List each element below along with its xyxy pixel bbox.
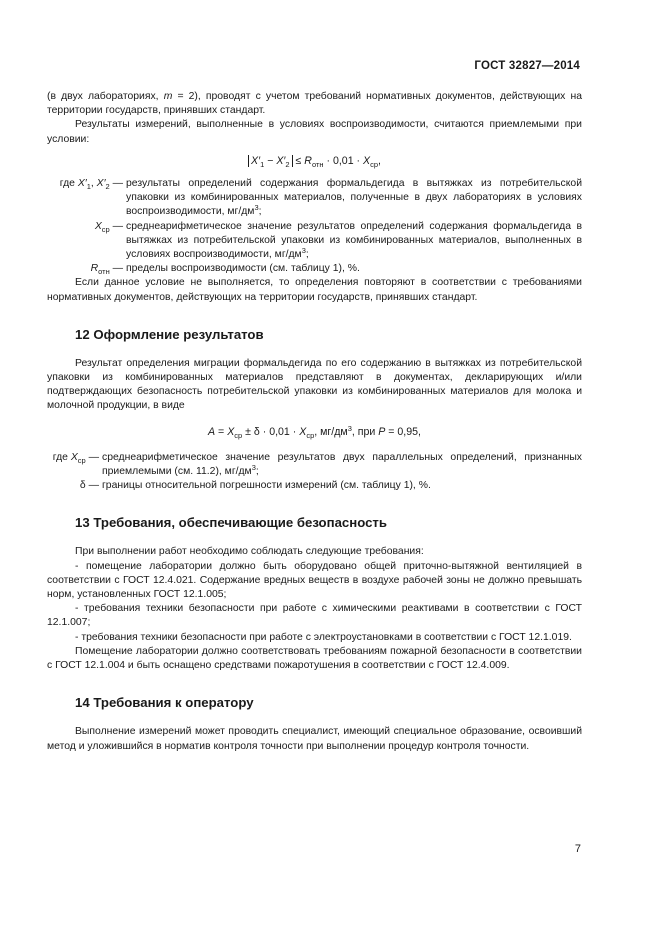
absolute-difference: $X'_1 - X'_2$ — [248, 155, 293, 167]
definition-delta: δ — границы относительной погрешности измерений (см. таблицу 1), %. — [79, 480, 431, 492]
section-12-paragraph: Результат определения миграции формальдегида по его содержанию в вытяжках из потребительской упаковки из комбинированных материалов представляют в документах, декларирующих и/или подтверждающих безопасность потребительской упаковки из комбинированных материалов для молока и молочной продукции, в виде — [47, 357, 582, 412]
section-13-intro: При выполнении работ необходимо соблюдать следующие требования: — [75, 546, 424, 558]
list-item: - помещение лаборатории должно быть оборудовано общей приточно-вытяжной вентиляцией в соответствии с ГОСТ 12.4.021. Содержание вредных веществ в воздухе рабочей зоны не должно превышать норм, установленных ГОСТ 12.1.005; — [47, 560, 582, 601]
definition-x-avg: $X_{ср}$ — среднеарифметическое значение результатов определений содержания формальдегида в вытяжках из потребительской упаковки из комбинированных материалов, выполненных в условиях воспроизводимости, $мг/дм^3$; — [94, 220, 582, 261]
section-13-closing: Помещение лаборатории должно соответствовать требованиям пожарной безопасности в соответствии с ГОСТ 12.1.004 и быть оснащено средствами пожаротушения в соответствии с ГОСТ 12.4.009. — [47, 645, 582, 672]
section-12-heading: 12 Оформление результатов — [75, 326, 264, 342]
reproducibility-formula: $X'_1 - X'_2 \le R_{отн} \cdot 0,01 \cdot X_{ср}$, — [47, 154, 582, 168]
list-item: - требования техники безопасности при работе с химическими реактивами в соответствии с ГОСТ 12.1.007; — [47, 603, 582, 629]
section-13-heading: 13 Требования, обеспечивающие безопасность — [75, 515, 387, 531]
reproducibility-closing: Если данное условие не выполняется, то определения повторяют в соответствии с требованиями нормативных документов, действующих на территории государств, принявших стандарт. — [47, 277, 582, 303]
reproducibility-intro: Результаты измерений, выполненные в условиях воспроизводимости, считаются приемлемыми при условии: — [47, 119, 582, 145]
definition-x-avg-results: где $X_{ср}$ — среднеарифметическое значение результатов двух параллельных определений, признанных приемлемыми (см. 11.2), $мг/дм^3$; — [52, 451, 582, 478]
continuation-paragraph: (в двух лабораториях, m = 2), проводят с учетом требований нормативных документов, действующих на территории государств, принявших стандарт. — [47, 91, 583, 117]
list-item: - требования техники безопасности при работе с электроустановками в соответствии с ГОСТ 12.1.019. — [75, 631, 572, 643]
definition-r-rel: $R_{отн}$ — пределы воспроизводимости (см. таблицу 1), %. — [90, 263, 360, 277]
page-number: 7 — [574, 843, 581, 855]
section-14-paragraph: Выполнение измерений может проводить специалист, имеющий специальное образование, освоивший метод и уложившийся в норматив контроля точности при выполнении процедур контроля точности. — [47, 726, 582, 752]
document-number: ГОСТ 32827—2014 — [474, 60, 580, 72]
definition-x1-x2: где $X'_1$, $X'_2$ — результаты определений содержания формальдегида в вытяжках из потребительской упаковки из комбинированных материалов, полученные в двух лабораториях в условиях воспроизводимости, $мг/дм^3$; — [59, 178, 582, 218]
document-body — [47, 90, 582, 754]
section-14-heading: 14 Требования к оператору — [75, 695, 254, 711]
result-formula: $A = X_{ср} \pm \delta \cdot 0,01 \cdot X_{ср}$, $мг/дм^3$, при P = 0,95, — [208, 423, 421, 440]
